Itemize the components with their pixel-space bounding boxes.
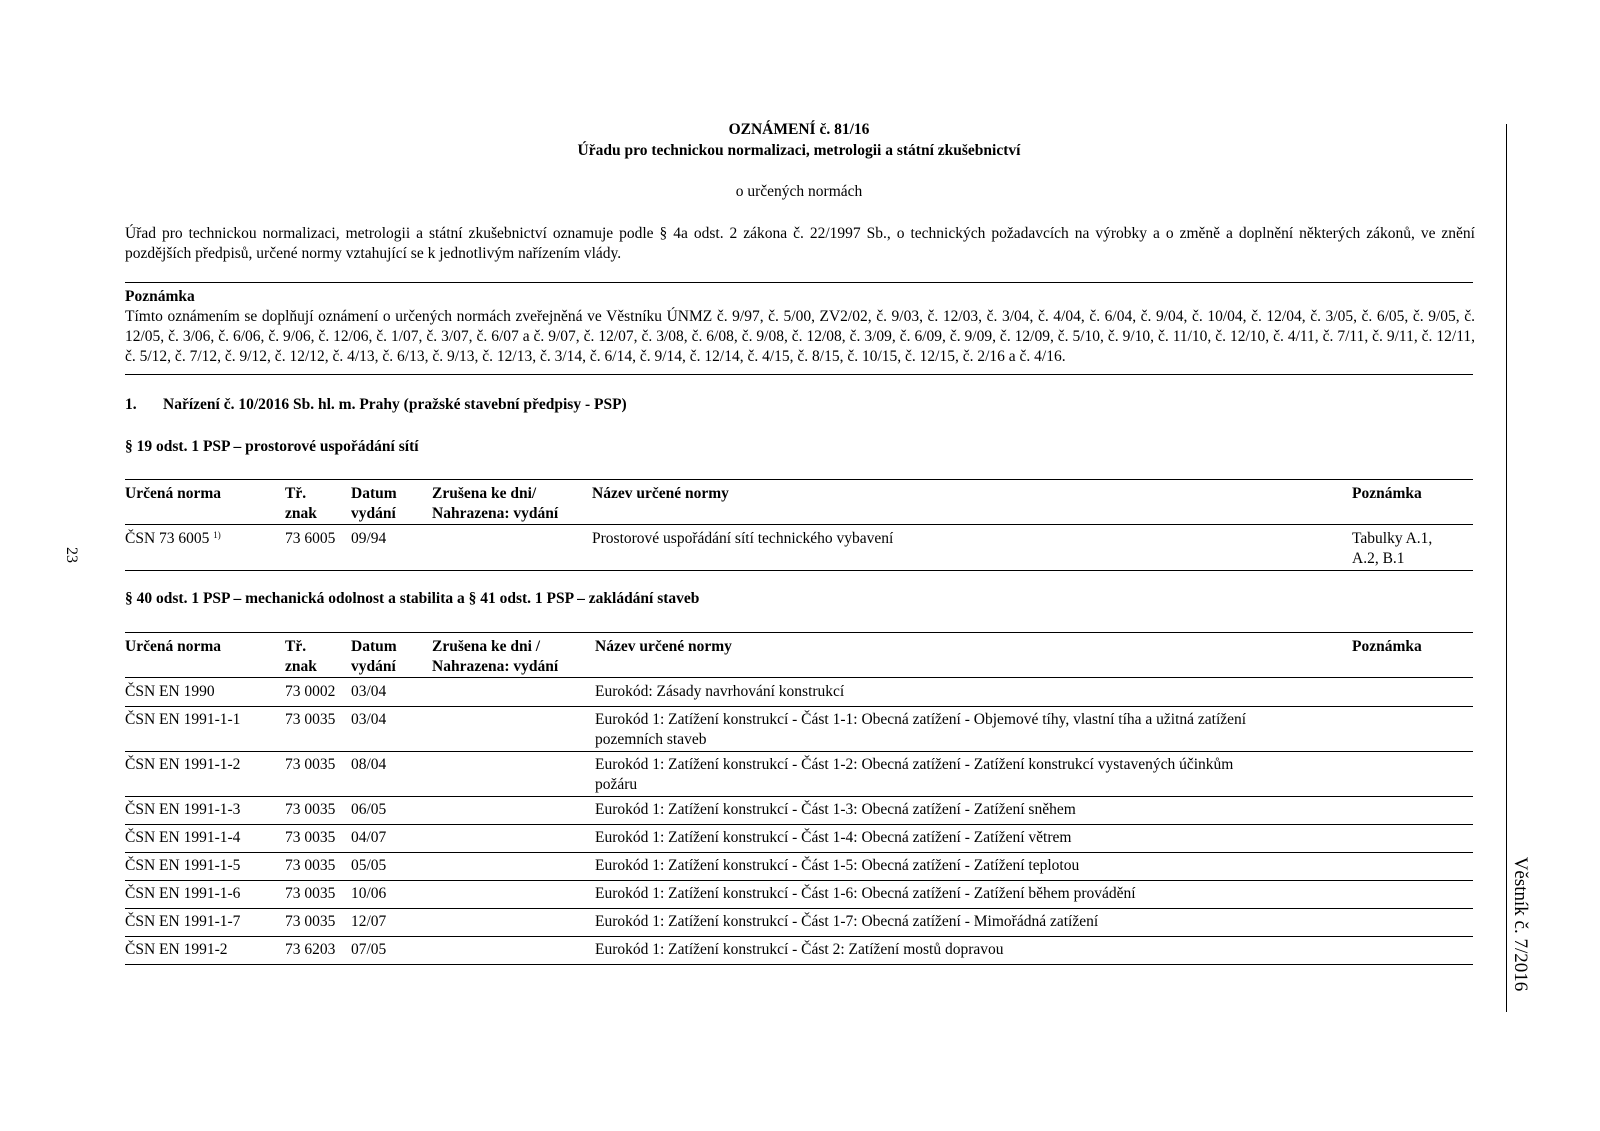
cell-norma: ČSN EN 1991-1-2 (125, 756, 241, 773)
header-nazev: Název určené normy (595, 638, 732, 655)
row-rule (125, 852, 1473, 853)
cell-znak: 73 0035 (285, 756, 336, 773)
header-zrusena-1: Zrušena ke dni/ (432, 485, 537, 502)
journal-issue: Věstník č. 7/2016 (1510, 856, 1531, 992)
cell-norma: ČSN EN 1991-1-5 (125, 857, 241, 874)
row-rule (125, 880, 1473, 881)
cell-nazev: Prostorové uspořádání sítí technického vybavení (592, 530, 894, 547)
header-norma: Určená norma (125, 638, 221, 655)
footnote-marker: 1) (213, 530, 221, 540)
note-top-rule (125, 282, 1473, 283)
cell-norma: ČSN 73 6005 $^{1)}$ (125, 530, 221, 547)
cell-znak: 73 6203 (285, 941, 336, 958)
cell-datum: 08/04 (351, 756, 387, 773)
note-text: Tímto oznámením se doplňují oznámení o určených normách zveřejněná ve Věstníku ÚNMZ č. 9/97, č. 5/00, ZV2/02, č. 9/03, č. 12/03, č. 3/04, č. 4/04, č. 6/04, č. 9/04, č. 10/04, č. 12/04, č. 3/05, č. 6/05, č. 9/05, č. 12/05, č. 3/06, č. 6/06, č. 9/06, č. 12/06, č. 1/07, č. 3/07, č. 6/07 a č. 9/07, č. 12/07, č. 3/08, č. 6/08, č. 9/08, č. 12/08, č. 3/09, č. 6/09, č. 9/09, č. 12/09, č. 5/10, č. 9/10, č. 11/10, č. 12/10, č. 4/11, č. 7/11, č. 9/11, č. 12/11, č. 5/12, č. 7/12, č. 9/12, č. 12/12, č. 4/13, č. 6/13, č. 9/13, č. 12/13, č. 3/14, č. 6/14, č. 9/14, č. 12/14, č. 4/15, č. 8/15, č. 10/15, č. 12/15, č. 2/16 a č. 4/16. (125, 308, 1475, 365)
cell-poznamka-2: A.2, B.1 (1352, 550, 1405, 567)
announcement-subject: o určených normách (735, 183, 863, 200)
cell-znak: 73 0035 (285, 801, 336, 818)
cell-znak: 73 0002 (285, 683, 336, 700)
cell-znak: 73 0035 (285, 857, 336, 874)
header-datum-2: vydání (351, 658, 396, 675)
note-bottom-rule (125, 374, 1473, 375)
table1-subtitle: § 19 odst. 1 PSP – prostorové uspořádání sítí (125, 438, 419, 455)
header-zrusena-2: Nahrazena: vydání (432, 658, 559, 675)
cell-znak: 73 0035 (285, 711, 336, 728)
cell-datum: 03/04 (351, 683, 387, 700)
cell-norma: ČSN EN 1991-2 (125, 941, 228, 958)
header-norma: Určená norma (125, 485, 221, 502)
cell-nazev: Eurokód 1: Zatížení konstrukcí - Část 1-2: Obecná zatížení - Zatížení konstrukcí vystavených účinkům (595, 756, 1234, 773)
cell-datum: 09/94 (351, 530, 387, 547)
header-zrusena-1: Zrušena ke dni / (432, 638, 541, 655)
header-zrusena-2: Nahrazena: vydání (432, 505, 559, 522)
cell-norma: ČSN EN 1991-1-7 (125, 913, 241, 930)
table2-header-rule (125, 677, 1473, 678)
section-number: 1. (125, 396, 137, 413)
table1-top-rule (125, 479, 1473, 480)
header-nazev: Název určené normy (592, 485, 729, 502)
cell-nazev: Eurokód 1: Zatížení konstrukcí - Část 1-6: Obecná zatížení - Zatížení během provádění (595, 885, 1136, 902)
cell-datum: 04/07 (351, 829, 387, 846)
header-datum-1: Datum (351, 638, 397, 655)
header-znak-2: znak (285, 658, 317, 675)
cell-datum: 10/06 (351, 885, 387, 902)
cell-znak: 73 0035 (285, 829, 336, 846)
row-rule (125, 824, 1473, 825)
cell-znak: 73 6005 (285, 530, 336, 547)
cell-nazev: Eurokód 1: Zatížení konstrukcí - Část 2: Zatížení mostů dopravou (595, 941, 1004, 958)
header-poznamka: Poznámka (1352, 485, 1422, 502)
row-rule (125, 964, 1473, 965)
header-znak-1: Tř. (285, 485, 307, 502)
header-znak-2: znak (285, 505, 317, 522)
cell-nazev-continued: pozemních staveb (595, 731, 707, 748)
cell-norma: ČSN EN 1991-1-4 (125, 829, 241, 846)
row-rule (125, 706, 1473, 707)
row-rule (125, 751, 1473, 752)
header-datum-2: vydání (351, 505, 396, 522)
cell-datum: 05/05 (351, 857, 387, 874)
row-rule (125, 936, 1473, 937)
table1-header-rule (125, 524, 1473, 525)
cell-znak: 73 0035 (285, 913, 336, 930)
cell-poznamka-1: Tabulky A.1, (1352, 530, 1433, 547)
table2-top-rule (125, 632, 1473, 633)
page-number: 23 (63, 547, 80, 563)
table1-bottom-rule (125, 570, 1473, 571)
header-poznamka: Poznámka (1352, 638, 1422, 655)
section-title: Nařízení č. 10/2016 Sb. hl. m. Prahy (pražské stavební předpisy - PSP) (163, 396, 627, 413)
cell-norma: ČSN EN 1991-1-6 (125, 885, 241, 902)
cell-datum: 06/05 (351, 801, 387, 818)
row-rule (125, 796, 1473, 797)
cell-znak: 73 0035 (285, 885, 336, 902)
cell-datum: 12/07 (351, 913, 387, 930)
cell-nazev: Eurokód 1: Zatížení konstrukcí - Část 1-4: Obecná zatížení - Zatížení větrem (595, 829, 1072, 846)
cell-nazev: Eurokód 1: Zatížení konstrukcí - Část 1-3: Obecná zatížení - Zatížení sněhem (595, 801, 1076, 818)
cell-norma: ČSN EN 1990 (125, 683, 215, 700)
cell-nazev: Eurokód 1: Zatížení konstrukcí - Část 1-7: Obecná zatížení - Mimořádná zatížení (595, 913, 1099, 930)
cell-nazev: Eurokód 1: Zatížení konstrukcí - Část 1-1: Obecná zatížení - Objemové tíhy, vlastní tíha a užitná zatížení (595, 711, 1247, 728)
cell-nazev-continued: požáru (595, 776, 638, 793)
cell-nazev: Eurokód: Zásady navrhování konstrukcí (595, 683, 845, 700)
cell-datum: 03/04 (351, 711, 387, 728)
row-rule (125, 908, 1473, 909)
header-datum-1: Datum (351, 485, 397, 502)
announcement-title: OZNÁMENÍ č. 81/16 (728, 121, 870, 138)
cell-datum: 07/05 (351, 941, 387, 958)
header-znak-1: Tř. (285, 638, 307, 655)
intro-paragraph: Úřad pro technickou normalizaci, metrologii a státní zkušebnictví oznamuje podle § 4a odst. 2 zákona č. 22/1997 Sb., o technických požadavcích na výrobky a o změně a doplnění některých zákonů, ve znění pozdějších předpisů, určené normy vztahující se k jednotlivým nařízením vlády. (125, 225, 1475, 262)
cell-norma: ČSN EN 1991-1-3 (125, 801, 241, 818)
cell-nazev: Eurokód 1: Zatížení konstrukcí - Část 1-5: Obecná zatížení - Zatížení teplotou (595, 857, 1080, 874)
authority-name: Úřadu pro technickou normalizaci, metrologii a státní zkušebnictví (577, 142, 1021, 159)
note-label: Poznámka (125, 288, 195, 305)
cell-norma: ČSN EN 1991-1-1 (125, 711, 241, 728)
table2-subtitle: § 40 odst. 1 PSP – mechanická odolnost a stabilita a § 41 odst. 1 PSP – zakládání staveb (125, 590, 700, 607)
